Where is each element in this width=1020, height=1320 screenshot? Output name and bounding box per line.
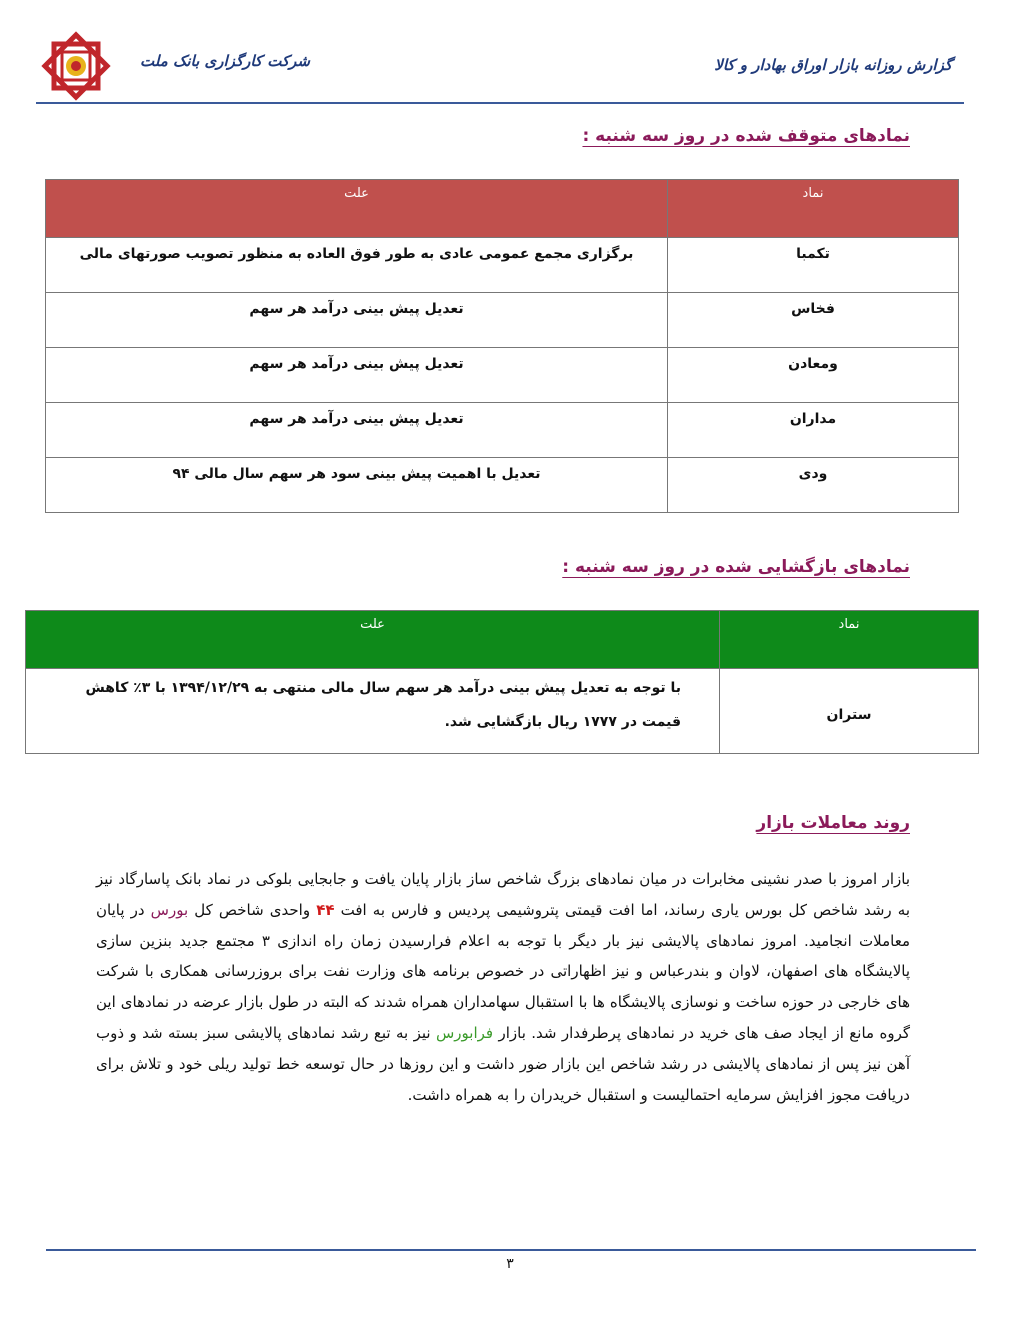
symbol-cell: تکمبا <box>668 238 959 293</box>
farabourse-term: فرابورس <box>435 1023 494 1042</box>
reason-cell: با توجه به تعدیل پیش بینی درآمد هر سهم سال مالی منتهی به ۱۳۹۴/۱۲/۲۹ با ۳٪ کاهش قیمت در ۱۷۷۷ ریال بازگشایی شد. <box>26 669 720 754</box>
col-reason: علت <box>26 611 720 669</box>
table-row <box>46 458 959 513</box>
halted-heading: نمادهای متوقف شده در روز سه شنبه : <box>582 126 910 146</box>
report-title: گزارش روزانه بازار اوراق بهادار و کالا <box>714 56 952 74</box>
table-row <box>46 238 959 293</box>
table-row <box>46 293 959 348</box>
reason-cell: تعدیل پیش بینی درآمد هر سهم <box>46 348 668 403</box>
symbol-cell: ومعادن <box>668 348 959 403</box>
bourse-term: بورس <box>150 900 189 919</box>
reason-cell: برگزاری مجمع عمومی عادی به طور فوق العاده به منظور تصویب صورتهای مالی <box>46 238 668 293</box>
page-number: ۳ <box>506 1256 514 1272</box>
reason-cell: تعدیل با اهمیت پیش بینی سود هر سهم سال مالی ۹۴ <box>46 458 668 513</box>
col-symbol: نماد <box>668 180 959 238</box>
reopened-table <box>25 610 979 754</box>
market-heading: روند معاملات بازار <box>756 813 910 833</box>
reason-cell: تعدیل پیش بینی درآمد هر سهم <box>46 293 668 348</box>
index-drop-value: ۴۴ <box>316 900 335 919</box>
bank-mellat-logo <box>40 30 112 102</box>
table-row <box>46 403 959 458</box>
company-name: شرکت کارگزاری بانک ملت <box>140 52 310 70</box>
symbol-cell: مداران <box>668 403 959 458</box>
symbol-cell: ستران <box>720 669 979 754</box>
paragraph-text: در پایان معاملات انجامید. امروز نمادهای پالایشی نیز بار دیگر با توجه به اعلام فرارسیدن زمان راه اندازی ۳ مجتمع جدید بنزین سازی پالایشگاه های اصفهان، لاوان و بندرعباس و نیز اظهاراتی در خصوص برنامه های وزارت نفت برای بروزرسانی همکاری با شرکت های خارجی در حوزه ساخت و نوسازی پالایشگاه ها با استقبال سهامداران همراه شدند که البته در طول بازار عرضه در نمادهای این گروه مانع از ایجاد صف های خرید در نمادهای پرطرفدار شد. بازار <box>96 900 910 1042</box>
symbol-cell: فخاس <box>668 293 959 348</box>
paragraph-text: بازار امروز با صدر نشینی مخابرات در میان نمادهای بزرگ شاخص ساز بازار پایان یافت و جابجایی بلوکی در نماد بانک پاسارگاد نیز به رشد شاخص کل بورس یاری رساند، اما افت قیمتی پتروشیمی پردیس و فارس به افت <box>96 870 910 919</box>
table-row <box>26 669 979 754</box>
col-reason: علت <box>46 180 668 238</box>
header-rule <box>36 102 964 104</box>
paragraph-text: واحدی شاخص کل <box>188 900 317 919</box>
footer-rule <box>46 1249 976 1251</box>
reopened-heading: نمادهای بازگشایی شده در روز سه شنبه : <box>562 557 910 577</box>
paragraph-text: نیز به تبع رشد نمادهای پالایشی سبز بسته شد و ذوب آهن نیز پس از نمادهای پالایشی در رشد شاخص این بازار ضور داشت و این روزها در حال توسعه خط تولید ریلی خود و تلاش برای دریافت مجوز افزایش سرمایه احتمالیست و استقبال خریدران را به همراه داشت. <box>96 1023 910 1104</box>
market-paragraph <box>96 864 910 1110</box>
reason-cell: تعدیل پیش بینی درآمد هر سهم <box>46 403 668 458</box>
halted-table <box>45 179 959 513</box>
table-row <box>46 348 959 403</box>
symbol-cell: ودی <box>668 458 959 513</box>
col-symbol: نماد <box>720 611 979 669</box>
